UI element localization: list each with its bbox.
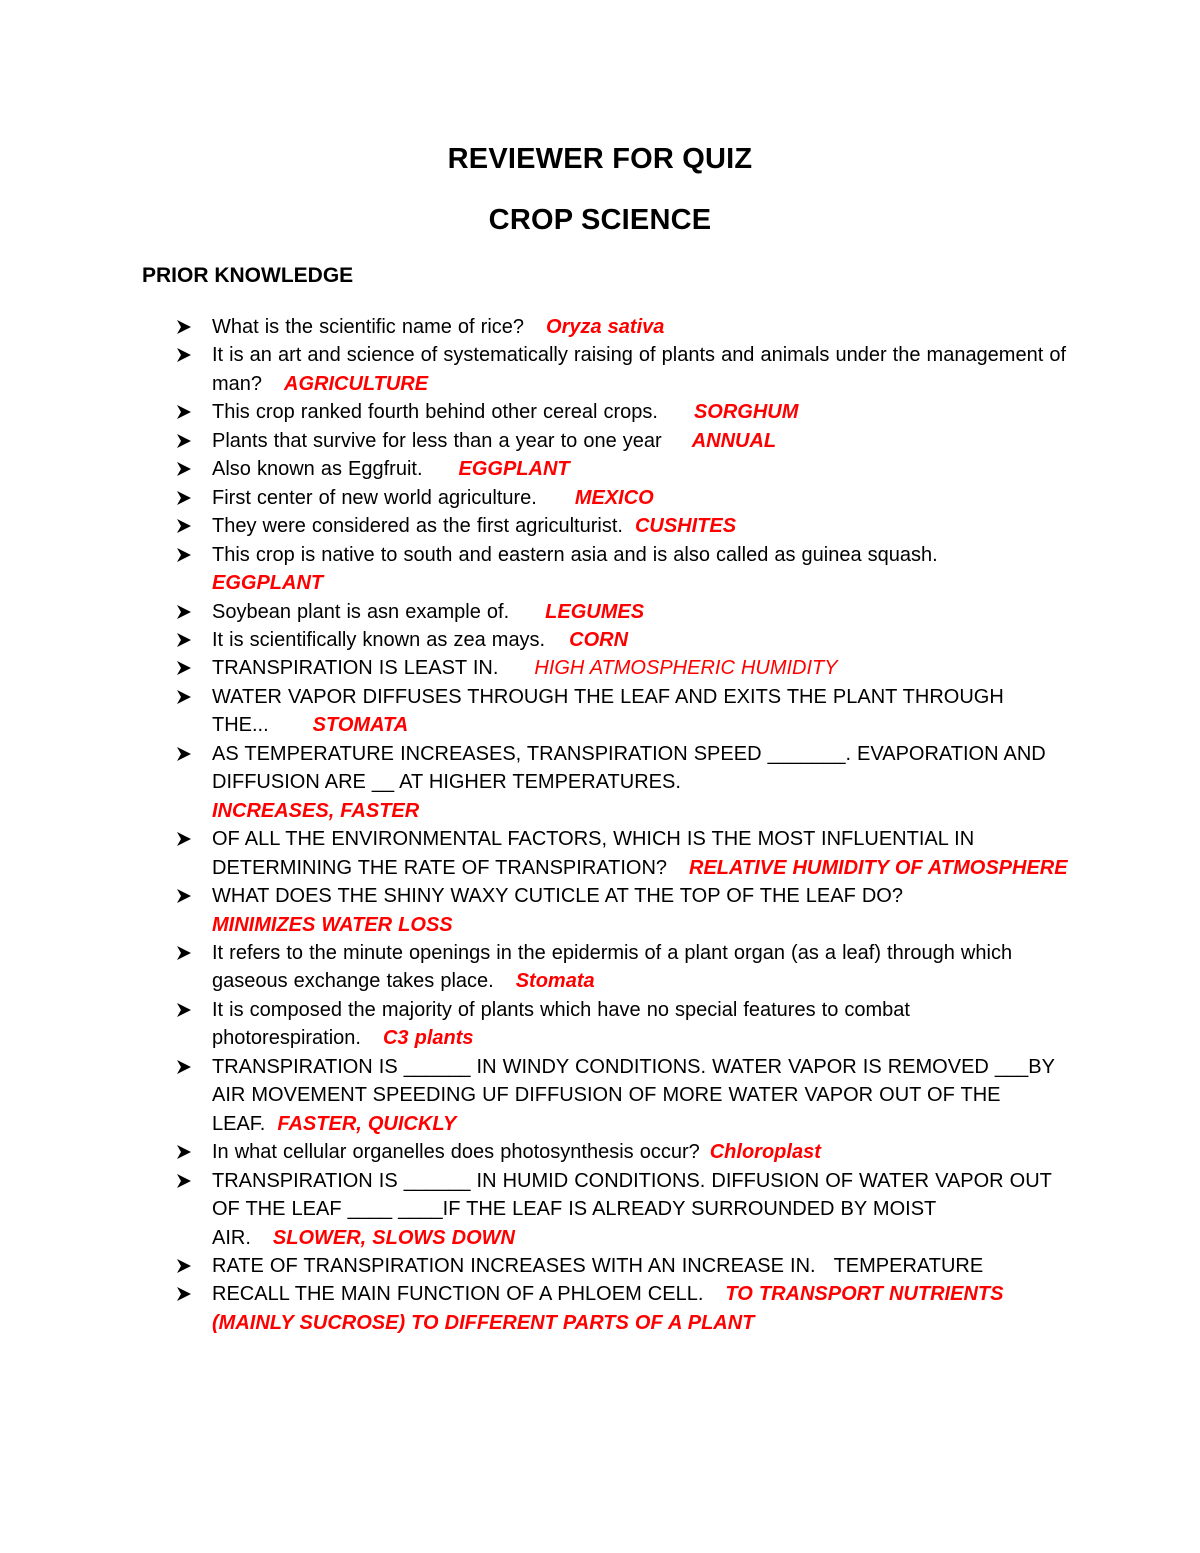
answer-text: EGGPLANT (212, 572, 324, 595)
section-heading: PRIOR KNOWLEDGE (142, 264, 354, 287)
arrow-bullet-icon (176, 1286, 192, 1302)
question-text: TRANSPIRATION IS ______ IN HUMID CONDITIONS. DIFFUSION OF WATER VAPOR OUT OF THE LEAF ____ ____IF THE LEAF IS ALREADY SURROUNDED BY MOIST AIR. (212, 1169, 1052, 1249)
answer-text: MINIMIZES WATER LOSS (212, 913, 453, 936)
arrow-bullet-icon (176, 746, 192, 762)
list-item (170, 996, 1070, 1053)
arrow-bullet-icon (176, 660, 192, 676)
question-text: TRANSPIRATION IS ______ IN WINDY CONDITIONS. WATER VAPOR IS REMOVED ___BY AIR MOVEMENT SPEEDING UF DIFFUSION OF MORE WATER VAPOR OUT OF THE LEAF. (212, 1055, 1055, 1135)
arrow-bullet-icon (176, 347, 192, 363)
answer-text: STOMATA (312, 714, 409, 737)
question-text: First center of new world agriculture. (212, 486, 537, 509)
question-text: AS TEMPERATURE INCREASES, TRANSPIRATION SPEED _______. EVAPORATION AND DIFFUSION ARE __ AT HIGHER TEMPERATURES. (212, 742, 1046, 794)
list-item (170, 683, 1070, 740)
list-item (170, 1053, 1070, 1138)
question-text: Soybean plant is asn example of. (212, 600, 510, 623)
arrow-bullet-icon (176, 689, 192, 705)
answer-text: EGGPLANT (458, 458, 570, 481)
arrow-bullet-icon (176, 490, 192, 506)
arrow-bullet-icon (176, 888, 192, 904)
question-text: This crop is native to south and eastern asia and is also called as guinea squash. (212, 543, 938, 566)
question-text: It refers to the minute openings in the epidermis of a plant organ (as a leaf) through which gaseous exchange takes place. (212, 941, 1013, 993)
question-text: RATE OF TRANSPIRATION INCREASES WITH AN INCREASE IN. (212, 1254, 816, 1277)
arrow-bullet-icon (176, 404, 192, 420)
question-text: Plants that survive for less than a year to one year (212, 429, 662, 452)
page-title: REVIEWER FOR QUIZ (447, 143, 753, 175)
question-text: WATER VAPOR DIFFUSES THROUGH THE LEAF AND EXITS THE PLANT THROUGH THE... (212, 685, 1004, 737)
list-item (170, 1167, 1070, 1252)
question-text: They were considered as the first agriculturist. (212, 515, 623, 538)
answer-text: Oryza sativa (546, 316, 665, 338)
question-text: What is the scientific name of rice? (212, 316, 525, 338)
answer-text: SLOWER, SLOWS DOWN (272, 1226, 515, 1249)
answer-text: HIGH ATMOSPHERIC HUMIDITY (534, 657, 838, 680)
question-text: This crop ranked fourth behind other cereal crops. (212, 401, 658, 424)
answer-text: LEGUMES (545, 600, 645, 623)
arrow-bullet-icon (176, 518, 192, 534)
arrow-bullet-icon (176, 1173, 192, 1189)
question-text: OF ALL THE ENVIRONMENTAL FACTORS, WHICH IS THE MOST INFLUENTIAL IN DETERMINING THE RATE OF TRANSPIRATION? (212, 828, 975, 879)
page-subtitle: CROP SCIENCE (488, 204, 712, 236)
list-item (170, 882, 1070, 939)
question-text: It is scientifically known as zea mays. (212, 628, 546, 651)
arrow-bullet-icon (176, 461, 192, 477)
arrow-bullet-icon (176, 1059, 192, 1075)
arrow-bullet-icon (176, 604, 192, 620)
question-text: WHAT DOES THE SHINY WAXY CUTICLE AT THE TOP OF THE LEAF DO? (212, 885, 903, 908)
list-item (170, 626, 1070, 654)
answer-text: CUSHITES (634, 515, 737, 538)
list-item (170, 398, 1070, 426)
question-text: It is an art and science of systematically raising of plants and animals under the management of man? (212, 344, 1067, 395)
arrow-bullet-icon (176, 1002, 192, 1018)
answer-text: Stomata (515, 970, 595, 993)
list-item (170, 1280, 1070, 1337)
question-list (170, 313, 1070, 1337)
arrow-bullet-icon (176, 319, 192, 335)
answer-text: CORN (569, 628, 629, 651)
list-item (170, 484, 1070, 512)
arrow-bullet-icon (176, 1258, 192, 1274)
answer-text: C3 plants (382, 1027, 474, 1050)
answer-text: AGRICULTURE (284, 372, 429, 395)
list-item (170, 313, 1070, 341)
list-item (170, 512, 1070, 540)
question-text: Also known as Eggfruit. (212, 458, 423, 481)
answer-text: FASTER, QUICKLY (277, 1112, 457, 1135)
list-item (170, 541, 1070, 598)
list-item (170, 455, 1070, 483)
answer-text: RELATIVE HUMIDITY OF ATMOSPHERE (689, 856, 1068, 879)
answer-text: INCREASES, FASTER (212, 799, 420, 822)
list-item (170, 1252, 1070, 1280)
list-item (170, 939, 1070, 996)
question-text: RECALL THE MAIN FUNCTION OF A PHLOEM CELL. (212, 1283, 704, 1306)
list-item (170, 427, 1070, 455)
list-item (170, 654, 1070, 682)
list-item (170, 341, 1070, 398)
arrow-bullet-icon (176, 831, 192, 847)
list-item (170, 740, 1070, 825)
question-text: It is composed the majority of plants which have no special features to combat photorespiration. (212, 998, 910, 1050)
arrow-bullet-icon (176, 1144, 192, 1160)
answer-text: TO TRANSPORT NUTRIENTS (MAINLY SUCROSE) TO DIFFERENT PARTS OF A PLANT (212, 1283, 1004, 1334)
list-item (170, 825, 1070, 882)
answer-text: TEMPERATURE (833, 1254, 984, 1277)
question-text: In what cellular organelles does photosynthesis occur? (212, 1141, 700, 1164)
question-text: TRANSPIRATION IS LEAST IN. (212, 657, 499, 680)
answer-text: Chloroplast (709, 1141, 821, 1164)
list-item (170, 1138, 1070, 1166)
answer-text: ANNUAL (691, 429, 777, 452)
arrow-bullet-icon (176, 433, 192, 449)
arrow-bullet-icon (176, 632, 192, 648)
arrow-bullet-icon (176, 547, 192, 563)
answer-text: MEXICO (574, 486, 654, 509)
list-item (170, 598, 1070, 626)
arrow-bullet-icon (176, 945, 192, 961)
answer-text: SORGHUM (693, 401, 799, 424)
